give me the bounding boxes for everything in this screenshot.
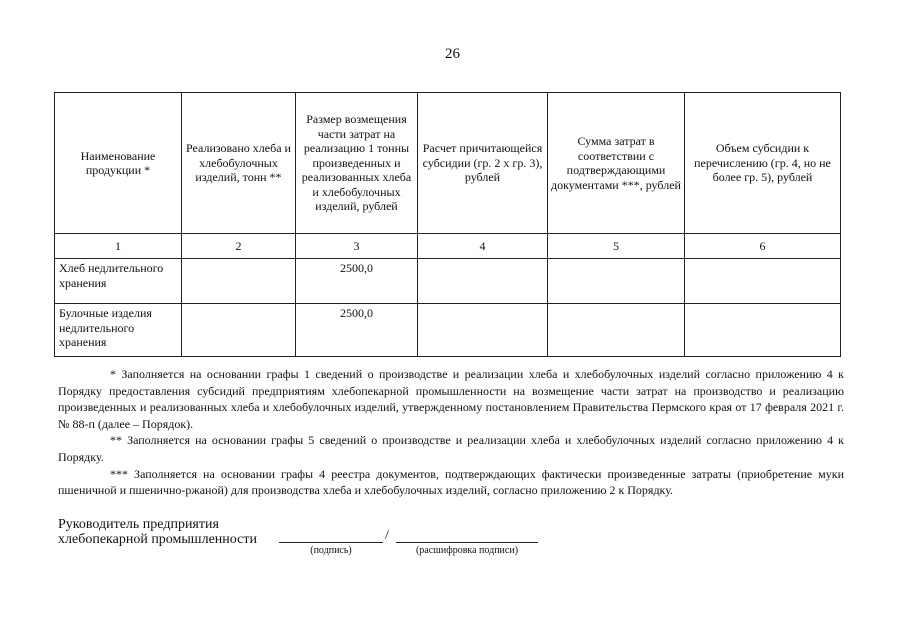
column-number: 4	[418, 234, 548, 259]
footnotes	[58, 366, 844, 499]
sold-tons-cell	[182, 259, 296, 304]
header-sold-tons: Реализовано хлеба и хлебобулочных изделий, тонн **	[182, 93, 296, 234]
header-reimbursement-rate: Размер возмещения части затрат на реализацию 1 тонны произведенных и реализованных хлеба и хлебобулочных изделий, рублей	[296, 93, 418, 234]
subsidy-calculation-cell	[418, 259, 548, 304]
column-number: 5	[548, 234, 685, 259]
subsidy-table	[54, 92, 841, 357]
expense-sum-cell	[548, 259, 685, 304]
decoding-caption: (расшифровка подписи)	[415, 545, 519, 556]
header-product-name: Наименование продукции *	[55, 93, 182, 234]
signature-separator: /	[385, 528, 389, 543]
subsidy-volume-cell	[685, 259, 841, 304]
subsidy-calculation-cell	[418, 304, 548, 357]
signature-block	[58, 517, 257, 547]
table-header-row	[55, 93, 841, 234]
column-number-row	[55, 234, 841, 259]
reimbursement-rate-cell: 2500,0	[296, 304, 418, 357]
table-row	[55, 259, 841, 304]
signature-caption: (подпись)	[310, 545, 352, 556]
header-expense-sum: Сумма затрат в соответствии с подтверждающими документами ***, рублей	[548, 93, 685, 234]
decoding-blank-line	[396, 527, 538, 543]
column-number: 3	[296, 234, 418, 259]
sold-tons-cell	[182, 304, 296, 357]
subsidy-volume-cell	[685, 304, 841, 357]
table-row	[55, 304, 841, 357]
column-number: 1	[55, 234, 182, 259]
header-subsidy-volume: Объем субсидии к перечислению (гр. 4, но не более гр. 5), рублей	[685, 93, 841, 234]
expense-sum-cell	[548, 304, 685, 357]
signature-blank-line	[279, 527, 383, 543]
header-subsidy-calculation: Расчет причитающейся субсидии (гр. 2 х гр. 3), рублей	[418, 93, 548, 234]
footnote-3: *** Заполняется на основании графы 4 реестра документов, подтверждающих фактически произведенные затраты (приобретение муки пшеничной и пшенично-ржаной) для производства хлеба и хлебобулочных изделий, согласно приложению 2 к Порядку.	[58, 466, 844, 498]
signature-title-line2: хлебопекарной промышленности	[58, 532, 257, 547]
footnote-1: * Заполняется на основании графы 1 сведений о производстве и реализации хлеба и хлебобулочных изделий согласно приложению 4 к Порядку предоставления субсидий предприятиям хлебопекарной промышленности на возмещение части затрат на производство и реализацию произведенных и реализованных хлеба и хлебобулочных изделий, утвержденному постановлением Правительства Пермского края от 17 февраля 2021 г. № 88-п (далее – Порядок).	[58, 367, 844, 431]
signature-title-line1: Руководитель предприятия	[58, 517, 219, 532]
page-number: 26	[445, 46, 460, 62]
column-number: 6	[685, 234, 841, 259]
reimbursement-rate-cell: 2500,0	[296, 259, 418, 304]
product-name-cell: Булочные изделия недлительного хранения	[55, 304, 182, 357]
footnote-2: ** Заполняется на основании графы 5 сведений о производстве и реализации хлеба и хлебобулочных изделий согласно приложению 4 к Порядку.	[58, 433, 844, 464]
column-number: 2	[182, 234, 296, 259]
product-name-cell: Хлеб недлительного хранения	[55, 259, 182, 304]
